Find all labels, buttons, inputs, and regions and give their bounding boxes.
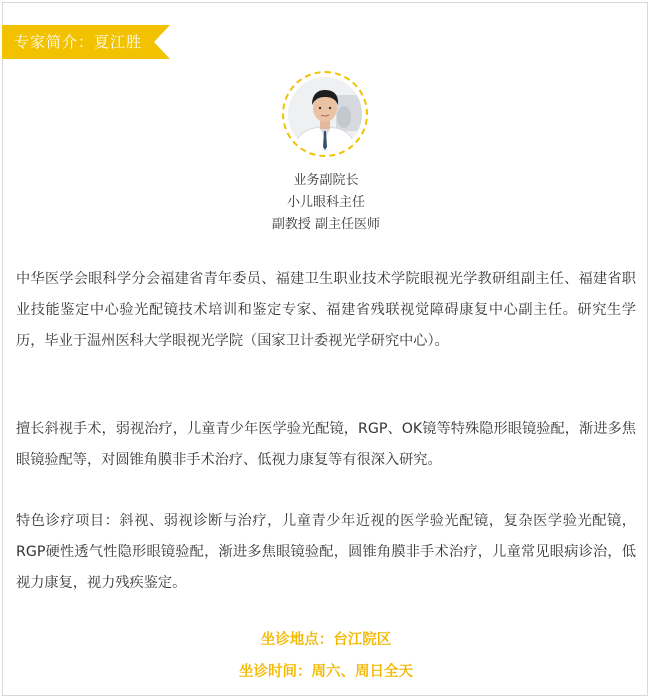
bio-intro-paragraph: 中华医学会眼科学分会福建省青年委员、福建卫生职业技术学院眼视光学教研组副主任、福建省职业技能鉴定中心验光配镜技术培训和鉴定专家、福建省残联视觉障碍康复中心副主任。研究生学历，毕业于温州医科大学眼视光学院（国家卫计委视光学研究中心）。 <box>16 271 636 349</box>
avatar <box>288 77 362 151</box>
tag-label: 专家简介：夏江胜 <box>14 33 143 51</box>
doctor-title-vice-president: 业务副院长 <box>293 173 359 188</box>
doctor-portrait-icon <box>288 77 362 151</box>
doctor-title-associate-professor: 副教授 副主任医师 <box>271 217 381 232</box>
clinic-time: 坐诊时间：周六、周日全天 <box>239 664 413 680</box>
bio-special-projects-paragraph: 特色诊疗项目：斜视、弱视诊断与治疗，儿童青少年近视的医学验光配镜，复杂医学验光配镜，RGP硬性透气性隐形眼镜验配，渐进多焦眼镜验配，圆锥角膜非手术治疗，儿童常见眼病诊治，低视力康复，视力残疾鉴定。 <box>16 513 636 591</box>
avatar-ring <box>282 71 368 157</box>
clinic-location: 坐诊地点：台江院区 <box>260 632 392 648</box>
bio-expertise-paragraph: 擅长斜视手术，弱视治疗，儿童青少年医学验光配镜，RGP、OK镜等特殊隐形眼镜验配，渐进多焦眼镜验配等，对圆锥角膜非手术治疗、低视力康复等有很深入研究。 <box>16 421 636 468</box>
doctor-titles <box>0 170 652 236</box>
doctor-title-pediatric-director: 小儿眼科主任 <box>286 195 365 210</box>
expert-intro-tag <box>2 25 170 59</box>
